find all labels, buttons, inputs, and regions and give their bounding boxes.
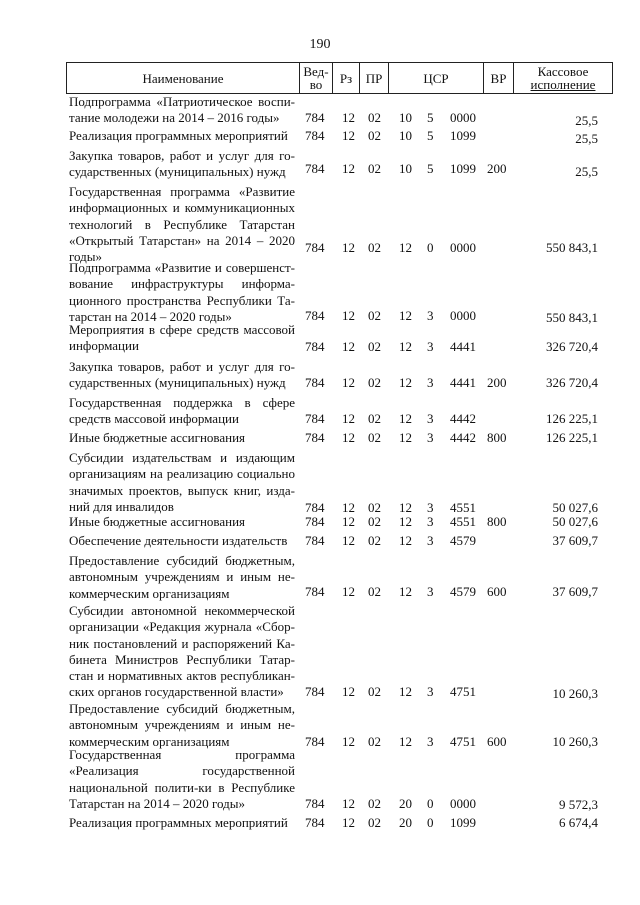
row-csr-program: 12 bbox=[399, 339, 412, 354]
row-pr: 02 bbox=[368, 514, 381, 529]
row-sum: 25,5 bbox=[575, 113, 598, 128]
row-csr-code: 0000 bbox=[450, 240, 476, 255]
row-rz: 12 bbox=[342, 734, 355, 749]
row-pr: 02 bbox=[368, 815, 381, 830]
row-ved: 784 bbox=[305, 514, 325, 529]
row-csr-program: 10 bbox=[399, 161, 412, 176]
row-sum: 50 027,6 bbox=[552, 514, 598, 529]
row-sum: 326 720,4 bbox=[546, 339, 598, 354]
row-csr-subprogram: 5 bbox=[427, 110, 434, 125]
row-name: Субсидии автономной некоммерческой организации «Редакция журнала «Сбор-ник постановлений и распоряжений Ка-бинета Министров Республики Татар-стан и нормативных актов республикан-ских органов государственной власти» bbox=[69, 603, 295, 700]
header-rz bbox=[332, 63, 359, 93]
row-csr-subprogram: 3 bbox=[427, 411, 434, 426]
table-row bbox=[0, 747, 640, 813]
row-csr-program: 10 bbox=[399, 110, 412, 125]
row-csr-subprogram: 3 bbox=[427, 308, 434, 323]
row-pr: 02 bbox=[368, 128, 381, 143]
row-name: Иные бюджетные ассигнования bbox=[69, 430, 246, 445]
row-rz: 12 bbox=[342, 584, 355, 599]
table-row bbox=[0, 128, 640, 146]
header-pr bbox=[359, 63, 388, 93]
row-csr-subprogram: 5 bbox=[427, 161, 434, 176]
row-sum: 25,5 bbox=[575, 131, 598, 146]
header-sum-line2: исполнение bbox=[530, 77, 596, 92]
row-csr-subprogram: 3 bbox=[427, 500, 434, 515]
row-sum: 126 225,1 bbox=[546, 411, 598, 426]
row-pr: 02 bbox=[368, 339, 381, 354]
row-ved: 784 bbox=[305, 110, 325, 125]
row-name: Реализация программных мероприятий bbox=[69, 815, 288, 830]
table-row bbox=[0, 450, 640, 516]
row-csr-subprogram: 3 bbox=[427, 533, 434, 548]
table-row bbox=[0, 430, 640, 448]
row-name: Закупка товаров, работ и услуг для го-сударственных (муниципальных) нужд bbox=[69, 148, 295, 180]
row-sum: 37 609,7 bbox=[552, 584, 598, 599]
row-sum: 550 843,1 bbox=[546, 310, 598, 325]
row-csr-program: 12 bbox=[399, 734, 412, 749]
row-pr: 02 bbox=[368, 411, 381, 426]
row-rz: 12 bbox=[342, 514, 355, 529]
row-name: Обеспечение деятельности издательств bbox=[69, 533, 288, 548]
row-csr-subprogram: 5 bbox=[427, 128, 434, 143]
row-rz: 12 bbox=[342, 411, 355, 426]
row-pr: 02 bbox=[368, 430, 381, 445]
row-ved: 784 bbox=[305, 500, 325, 515]
row-csr-code: 0000 bbox=[450, 796, 476, 811]
row-csr-code: 4551 bbox=[450, 514, 476, 529]
table-row bbox=[0, 533, 640, 551]
table-row bbox=[0, 701, 640, 751]
row-sum: 326 720,4 bbox=[546, 375, 598, 390]
row-sum: 9 572,3 bbox=[559, 797, 598, 812]
row-ved: 784 bbox=[305, 734, 325, 749]
row-rz: 12 bbox=[342, 110, 355, 125]
table-row bbox=[0, 359, 640, 392]
row-vr: 200 bbox=[487, 375, 507, 390]
row-csr-program: 12 bbox=[399, 375, 412, 390]
row-csr-subprogram: 3 bbox=[427, 734, 434, 749]
header-vr bbox=[483, 63, 513, 93]
table-row bbox=[0, 94, 640, 127]
row-sum: 6 674,4 bbox=[559, 815, 598, 830]
header-name bbox=[67, 63, 299, 93]
table-header bbox=[66, 62, 613, 94]
row-csr-code: 0000 bbox=[450, 110, 476, 125]
header-vr-label: ВР bbox=[490, 70, 507, 86]
row-ved: 784 bbox=[305, 684, 325, 699]
row-ved: 784 bbox=[305, 815, 325, 830]
table-row bbox=[0, 148, 640, 181]
row-rz: 12 bbox=[342, 128, 355, 143]
row-vr: 800 bbox=[487, 514, 507, 529]
row-vr: 200 bbox=[487, 161, 507, 176]
table-row bbox=[0, 184, 640, 265]
row-name: Подпрограмма «Патриотическое воспи-тание молодежи на 2014 – 2016 годы» bbox=[69, 94, 295, 126]
row-rz: 12 bbox=[342, 684, 355, 699]
row-name: Предоставление субсидий бюджетным, автономным учреждениям и иным не-коммерческим организациям bbox=[69, 701, 295, 749]
row-name: Мероприятия в сфере средств массовой информации bbox=[69, 322, 295, 354]
row-pr: 02 bbox=[368, 734, 381, 749]
row-csr-code: 1099 bbox=[450, 128, 476, 143]
row-sum: 10 260,3 bbox=[552, 686, 598, 701]
row-sum: 10 260,3 bbox=[552, 734, 598, 749]
row-pr: 02 bbox=[368, 240, 381, 255]
header-name-label: Наименование bbox=[142, 70, 224, 86]
row-rz: 12 bbox=[342, 815, 355, 830]
row-name: Субсидии издательствам и издающим организациям на реализацию социально значимых проектов, выпуск книг, изда-ний для инвалидов bbox=[69, 450, 295, 514]
row-csr-program: 12 bbox=[399, 308, 412, 323]
row-pr: 02 bbox=[368, 161, 381, 176]
row-rz: 12 bbox=[342, 339, 355, 354]
row-csr-subprogram: 3 bbox=[427, 684, 434, 699]
row-vr: 600 bbox=[487, 734, 507, 749]
row-rz: 12 bbox=[342, 375, 355, 390]
header-ved-line1: Вед- bbox=[303, 64, 329, 79]
row-vr: 800 bbox=[487, 430, 507, 445]
row-name: Предоставление субсидий бюджетным, автономным учреждениям и иным не-коммерческим организациям bbox=[69, 553, 295, 601]
row-name: Подпрограмма «Развитие и совершенст-вование инфраструктуры информа-ционного пространства Республики Та-тарстан на 2014 – 2020 годы» bbox=[69, 260, 295, 324]
row-csr-code: 4579 bbox=[450, 584, 476, 599]
row-name: Закупка товаров, работ и услуг для го-сударственных (муниципальных) нужд bbox=[69, 359, 295, 391]
row-pr: 02 bbox=[368, 110, 381, 125]
header-sum-line1: Кассовое bbox=[537, 64, 589, 79]
row-ved: 784 bbox=[305, 375, 325, 390]
row-ved: 784 bbox=[305, 161, 325, 176]
header-csr-label: ЦСР bbox=[423, 70, 449, 86]
row-pr: 02 bbox=[368, 684, 381, 699]
row-csr-code: 4442 bbox=[450, 430, 476, 445]
row-pr: 02 bbox=[368, 584, 381, 599]
row-sum: 126 225,1 bbox=[546, 430, 598, 445]
row-pr: 02 bbox=[368, 796, 381, 811]
row-sum: 550 843,1 bbox=[546, 240, 598, 255]
row-ved: 784 bbox=[305, 240, 325, 255]
row-csr-subprogram: 0 bbox=[427, 240, 434, 255]
row-vr: 600 bbox=[487, 584, 507, 599]
row-csr-code: 1099 bbox=[450, 161, 476, 176]
row-ved: 784 bbox=[305, 128, 325, 143]
table-row bbox=[0, 395, 640, 428]
row-csr-code: 4441 bbox=[450, 339, 476, 354]
row-csr-code: 4442 bbox=[450, 411, 476, 426]
row-csr-program: 12 bbox=[399, 533, 412, 548]
row-csr-subprogram: 3 bbox=[427, 514, 434, 529]
header-ved-line2: во bbox=[309, 77, 323, 92]
row-rz: 12 bbox=[342, 500, 355, 515]
row-csr-program: 12 bbox=[399, 684, 412, 699]
row-name: Государственная программа «Развитие информационных и коммуникационных технологий в Республике Татарстан «Открытый Татарстан» на 2014 – 2020 годы» bbox=[69, 184, 295, 265]
row-csr-subprogram: 3 bbox=[427, 584, 434, 599]
row-csr-code: 4751 bbox=[450, 734, 476, 749]
table-row bbox=[0, 603, 640, 701]
row-pr: 02 bbox=[368, 308, 381, 323]
table-row bbox=[0, 260, 640, 326]
row-pr: 02 bbox=[368, 533, 381, 548]
row-sum: 37 609,7 bbox=[552, 533, 598, 548]
row-name: Государственная поддержка в сфере средств массовой информации bbox=[69, 395, 295, 427]
row-sum: 50 027,6 bbox=[552, 500, 598, 515]
header-csr bbox=[388, 63, 483, 93]
header-pr-label: ПР bbox=[365, 70, 383, 86]
row-csr-code: 4751 bbox=[450, 684, 476, 699]
row-ved: 784 bbox=[305, 308, 325, 323]
row-csr-program: 12 bbox=[399, 430, 412, 445]
row-pr: 02 bbox=[368, 500, 381, 515]
row-ved: 784 bbox=[305, 339, 325, 354]
row-ved: 784 bbox=[305, 533, 325, 548]
row-csr-subprogram: 3 bbox=[427, 430, 434, 445]
row-pr: 02 bbox=[368, 375, 381, 390]
page-number: 190 bbox=[309, 37, 331, 52]
row-csr-code: 4551 bbox=[450, 500, 476, 515]
header-sum bbox=[513, 63, 612, 93]
row-name: Реализация программных мероприятий bbox=[69, 128, 288, 143]
row-rz: 12 bbox=[342, 533, 355, 548]
row-rz: 12 bbox=[342, 240, 355, 255]
row-sum: 25,5 bbox=[575, 164, 598, 179]
row-csr-program: 12 bbox=[399, 500, 412, 515]
row-csr-program: 10 bbox=[399, 128, 412, 143]
row-csr-subprogram: 3 bbox=[427, 339, 434, 354]
row-ved: 784 bbox=[305, 796, 325, 811]
row-csr-subprogram: 0 bbox=[427, 796, 434, 811]
row-csr-program: 20 bbox=[399, 815, 412, 830]
table-row bbox=[0, 553, 640, 603]
header-ved bbox=[299, 63, 332, 93]
row-rz: 12 bbox=[342, 161, 355, 176]
row-csr-subprogram: 3 bbox=[427, 375, 434, 390]
row-ved: 784 bbox=[305, 430, 325, 445]
row-csr-program: 12 bbox=[399, 514, 412, 529]
row-rz: 12 bbox=[342, 796, 355, 811]
row-csr-program: 12 bbox=[399, 411, 412, 426]
table-row bbox=[0, 815, 640, 833]
row-name: Государственная программа «Реализация государственной национальной полити-ки в Республике Татарстан на 2014 – 2020 годы» bbox=[69, 747, 295, 811]
row-csr-program: 12 bbox=[399, 240, 412, 255]
header-rz-label: Рз bbox=[339, 70, 353, 86]
row-csr-code: 4441 bbox=[450, 375, 476, 390]
row-csr-code: 4579 bbox=[450, 533, 476, 548]
row-ved: 784 bbox=[305, 584, 325, 599]
row-rz: 12 bbox=[342, 308, 355, 323]
table-row bbox=[0, 322, 640, 355]
row-ved: 784 bbox=[305, 411, 325, 426]
row-csr-program: 20 bbox=[399, 796, 412, 811]
table-row bbox=[0, 514, 640, 532]
row-csr-code: 0000 bbox=[450, 308, 476, 323]
row-csr-program: 12 bbox=[399, 584, 412, 599]
row-csr-subprogram: 0 bbox=[427, 815, 434, 830]
row-csr-code: 1099 bbox=[450, 815, 476, 830]
row-rz: 12 bbox=[342, 430, 355, 445]
row-name: Иные бюджетные ассигнования bbox=[69, 514, 246, 529]
